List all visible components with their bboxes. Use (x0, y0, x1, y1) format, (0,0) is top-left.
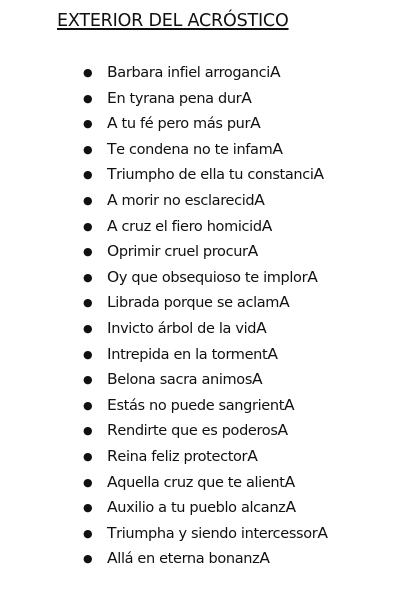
verse-text (107, 418, 288, 445)
verse-body: llá en eterna bonanz (117, 551, 260, 568)
acrostic-final: A (250, 114, 261, 133)
verse-text (107, 316, 266, 343)
verse-text (107, 393, 294, 420)
document-title: EXTERIOR DEL ACRÓSTICO (57, 11, 289, 31)
verse-text (107, 521, 328, 548)
acrostic-initial: A (107, 114, 118, 133)
verse-body: y que obsequioso te implor (118, 269, 308, 286)
verse-body: arbara infiel arroganci (117, 65, 270, 81)
verse-body: riumpha y siendo intercessor (116, 525, 318, 542)
acrostic-final: A (277, 421, 288, 440)
verse-text (107, 162, 324, 189)
verse-body: cruz el fiero homicid (117, 218, 262, 235)
acrostic-initial: A (107, 549, 118, 568)
bullet-icon: ● (83, 66, 93, 79)
acrostic-final: A (317, 523, 328, 542)
verse-text (107, 239, 258, 266)
bullet-icon: ● (83, 347, 93, 361)
bullet-icon: ● (83, 552, 93, 566)
acrostic-initial: I (107, 318, 112, 337)
bullet-icon: ● (83, 117, 93, 131)
acrostic-initial: T (107, 139, 117, 158)
verse-body: endirte que es poderos (117, 423, 278, 440)
acrostic-final: A (269, 63, 281, 81)
verse-body: quella cruz que te alient (117, 474, 285, 491)
verse-text (107, 342, 278, 369)
verse-body: e condena no te infam (116, 141, 273, 158)
verse-body: tu fé pero más pur (117, 116, 251, 133)
verse-body: primir cruel procur (118, 244, 248, 261)
acrostic-final: A (285, 498, 296, 517)
bullet-icon: ● (83, 321, 93, 335)
bullet-icon: ● (83, 501, 93, 515)
verse-text (107, 60, 280, 87)
bullet-icon: ● (83, 373, 93, 387)
acrostic-initial: A (107, 498, 118, 517)
verse-text (107, 367, 262, 394)
acrostic-final: A (252, 370, 263, 389)
verse-body: morir no esclarecid (117, 192, 255, 209)
bullet-icon: ● (83, 398, 93, 412)
verse-text (107, 214, 272, 241)
acrostic-final: A (307, 267, 318, 286)
bullet-icon: ● (83, 245, 93, 259)
acrostic-final: A (267, 344, 278, 363)
acrostic-initial: A (107, 216, 118, 235)
acrostic-final: A (279, 293, 290, 312)
verse-body: uxilio a tu pueblo alcanz (117, 500, 286, 517)
bullet-icon: ● (83, 475, 93, 489)
bullet-icon: ● (83, 193, 93, 207)
bullet-icon: ● (83, 168, 93, 182)
bullet-icon: ● (83, 142, 93, 156)
acrostic-initial: I (107, 344, 112, 363)
verse-body: elona sacra animos (117, 372, 253, 389)
acrostic-initial: R (107, 421, 118, 440)
acrostic-initial: A (107, 472, 118, 491)
verse-text (107, 495, 296, 522)
bullet-icon: ● (83, 526, 93, 540)
acrostic-initial: B (107, 63, 118, 81)
acrostic-final: A (256, 318, 267, 337)
acrostic-final: A (284, 395, 295, 414)
acrostic-final: A (261, 216, 272, 235)
verse-body: n tyrana pena dur (116, 90, 242, 107)
acrostic-final: A (259, 549, 270, 568)
acrostic-final: A (313, 165, 324, 184)
verse-text (107, 290, 289, 317)
bullet-icon: ● (83, 91, 93, 105)
verse-text (107, 188, 265, 215)
verse-text (107, 137, 283, 164)
verse-body: ntrepida en la torment (111, 346, 268, 363)
acrostic-initial: O (107, 242, 119, 261)
acrostic-initial: E (107, 395, 117, 414)
verse-body: ibrada porque se aclam (115, 295, 280, 312)
bullet-icon: ● (83, 270, 93, 284)
verse-text (107, 546, 270, 573)
acrostic-final: A (247, 242, 258, 261)
bullet-icon: ● (83, 424, 93, 438)
verse-body: riumpho de ella tu constanci (116, 167, 314, 184)
verse-text (107, 444, 257, 471)
bullet-icon: ● (83, 296, 93, 310)
acrostic-initial: L (107, 293, 116, 312)
acrostic-initial: O (107, 267, 119, 286)
acrostic-initial: T (107, 523, 117, 542)
acrostic-final: A (247, 446, 258, 465)
acrostic-initial: E (107, 88, 117, 107)
acrostic-initial: B (107, 370, 118, 389)
verse-text (107, 86, 252, 113)
acrostic-initial: T (107, 165, 117, 184)
verse-body: stás no puede sangrient (116, 397, 285, 414)
verse-text (107, 265, 317, 292)
bullet-icon: ● (83, 219, 93, 233)
verse-body: nvicto árbol de la vid (111, 320, 257, 337)
acrostic-final: A (254, 190, 265, 209)
acrostic-initial: A (107, 190, 118, 209)
acrostic-initial: R (107, 446, 118, 465)
acrostic-final: A (241, 88, 252, 107)
verse-text (107, 470, 295, 497)
bullet-icon: ● (83, 449, 93, 463)
verse-body: eina feliz protector (117, 448, 248, 465)
acrostic-final: A (272, 139, 283, 158)
acrostic-final: A (284, 472, 295, 491)
verse-text (107, 111, 260, 138)
